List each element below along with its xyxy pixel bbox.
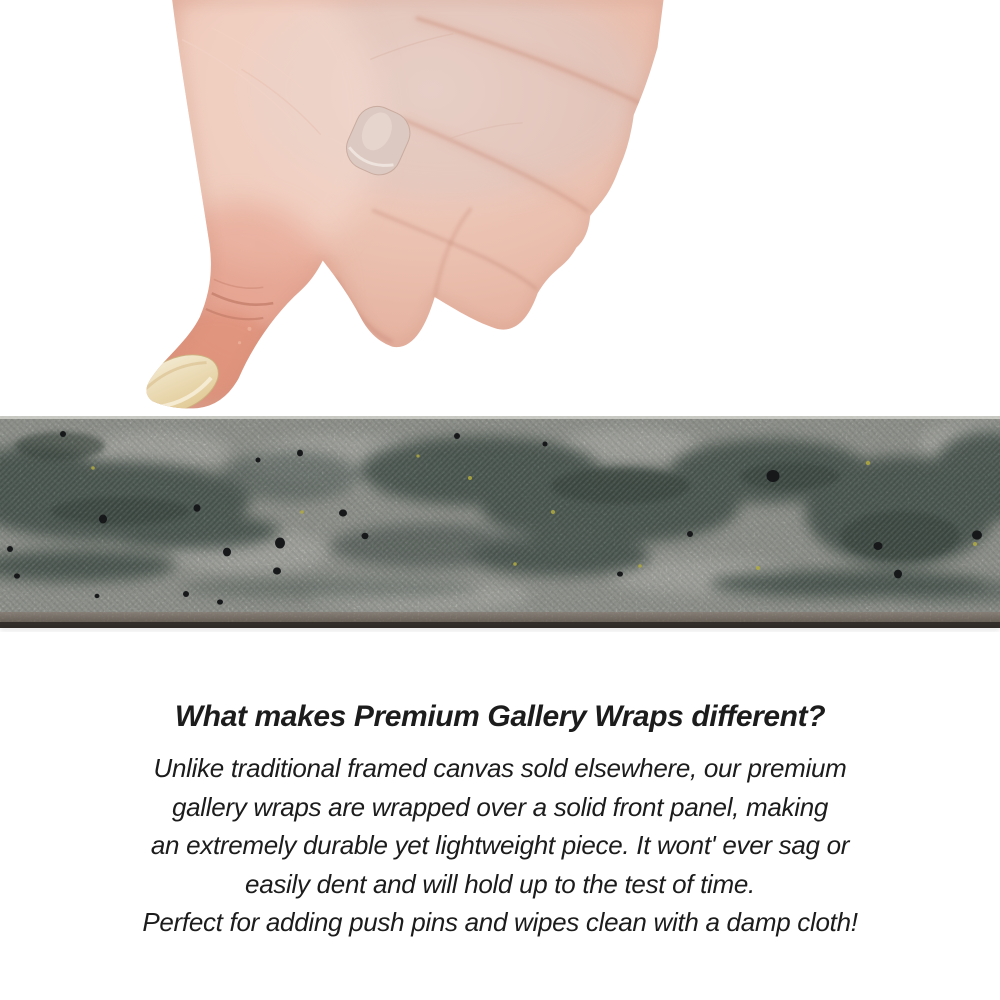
body-line: Unlike traditional framed canvas sold elsewhere, our premium xyxy=(153,753,847,783)
body-line: easily dent and will hold up to the test of time. xyxy=(245,868,755,899)
headline: What makes Premium Gallery Wraps different? xyxy=(174,700,826,733)
canvas-texture xyxy=(0,416,1000,612)
body-line: an extremely durable yet lightweight piece. It wont' ever sag or xyxy=(150,830,850,860)
thumb-bend-shadow xyxy=(271,332,335,369)
canvas-bottom-edge xyxy=(0,612,1000,630)
body-line: gallery wraps are wrapped over a solid front panel, making xyxy=(171,791,829,822)
hand-photo xyxy=(120,0,680,416)
marketing-copy xyxy=(0,700,1000,942)
canvas-top-edge xyxy=(0,416,1000,419)
body-line: Perfect for adding push pins and wipes clean with a damp cloth! xyxy=(142,907,858,937)
fist xyxy=(127,0,664,416)
canvas-wrap-strip xyxy=(0,416,1000,632)
